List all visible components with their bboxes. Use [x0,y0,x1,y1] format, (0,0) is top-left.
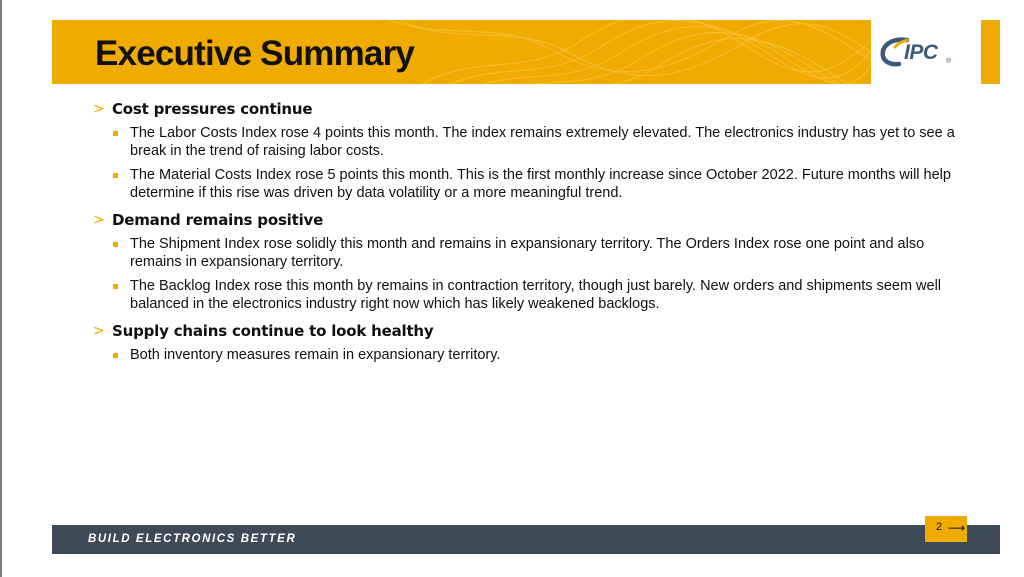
logo-registered-mark: ® [946,58,952,65]
bullet-list [93,125,963,202]
bullet-list [93,347,963,365]
bullet-text: Both inventory measures remain in expansionary territory. [130,347,501,363]
footer-tagline: BUILD ELECTRONICS BETTER [88,533,297,545]
square-bullet-icon [113,242,118,247]
page-title: Executive Summary [95,34,415,73]
section-heading: Demand remains positive [112,211,324,229]
next-page-button[interactable] [925,516,967,542]
square-bullet-icon [113,284,118,289]
bullet-text: The Backlog Index rose this month by remains in contraction territory, though just barely. New orders and shipments seem well balanced in the electronics industry right now which has likely weakened backlogs. [130,278,942,312]
header-right-strip [981,20,1000,84]
bullet-item [93,125,963,160]
section-supply-chains [93,320,963,365]
bullet-list [93,236,963,313]
bullet-text: The Shipment Index rose solidly this month and remains in expansionary territory. The Orders Index rose one point and also remains in expansionary territory. [130,236,925,270]
page-number: 2 [936,521,943,533]
section-heading: Cost pressures continue [112,100,313,118]
bullet-item [93,347,963,365]
arrow-right-icon: ⟶ [948,521,966,535]
chevron-right-icon: > [93,212,105,228]
slide-left-border [0,0,2,577]
footer-bar [52,525,1000,554]
header-band [52,20,871,84]
bullet-item [93,236,963,271]
bullet-text: The Material Costs Index rose 5 points this month. This is the first monthly increase since October 2022. Future months will help determine if this rise was driven by data volatility or a more meaningful trend. [130,167,951,201]
chevron-right-icon: > [93,101,105,117]
section-cost-pressures [93,98,963,202]
section-demand [93,209,963,313]
chevron-right-icon: > [93,323,105,339]
section-heading-row [93,98,963,120]
section-heading-row [93,209,963,231]
bullet-item [93,278,963,313]
bullet-text: The Labor Costs Index rose 4 points this month. The index remains extremely elevated. The electronics industry has yet to see a break in the trend of raising labor costs. [130,125,955,159]
square-bullet-icon [113,353,118,358]
ipc-logo [871,20,981,84]
square-bullet-icon [113,131,118,136]
section-heading-row [93,320,963,342]
section-heading: Supply chains continue to look healthy [112,322,434,340]
bullet-item [93,167,963,202]
summary-content [93,98,963,372]
square-bullet-icon [113,173,118,178]
logo-text: IPC [904,41,938,64]
